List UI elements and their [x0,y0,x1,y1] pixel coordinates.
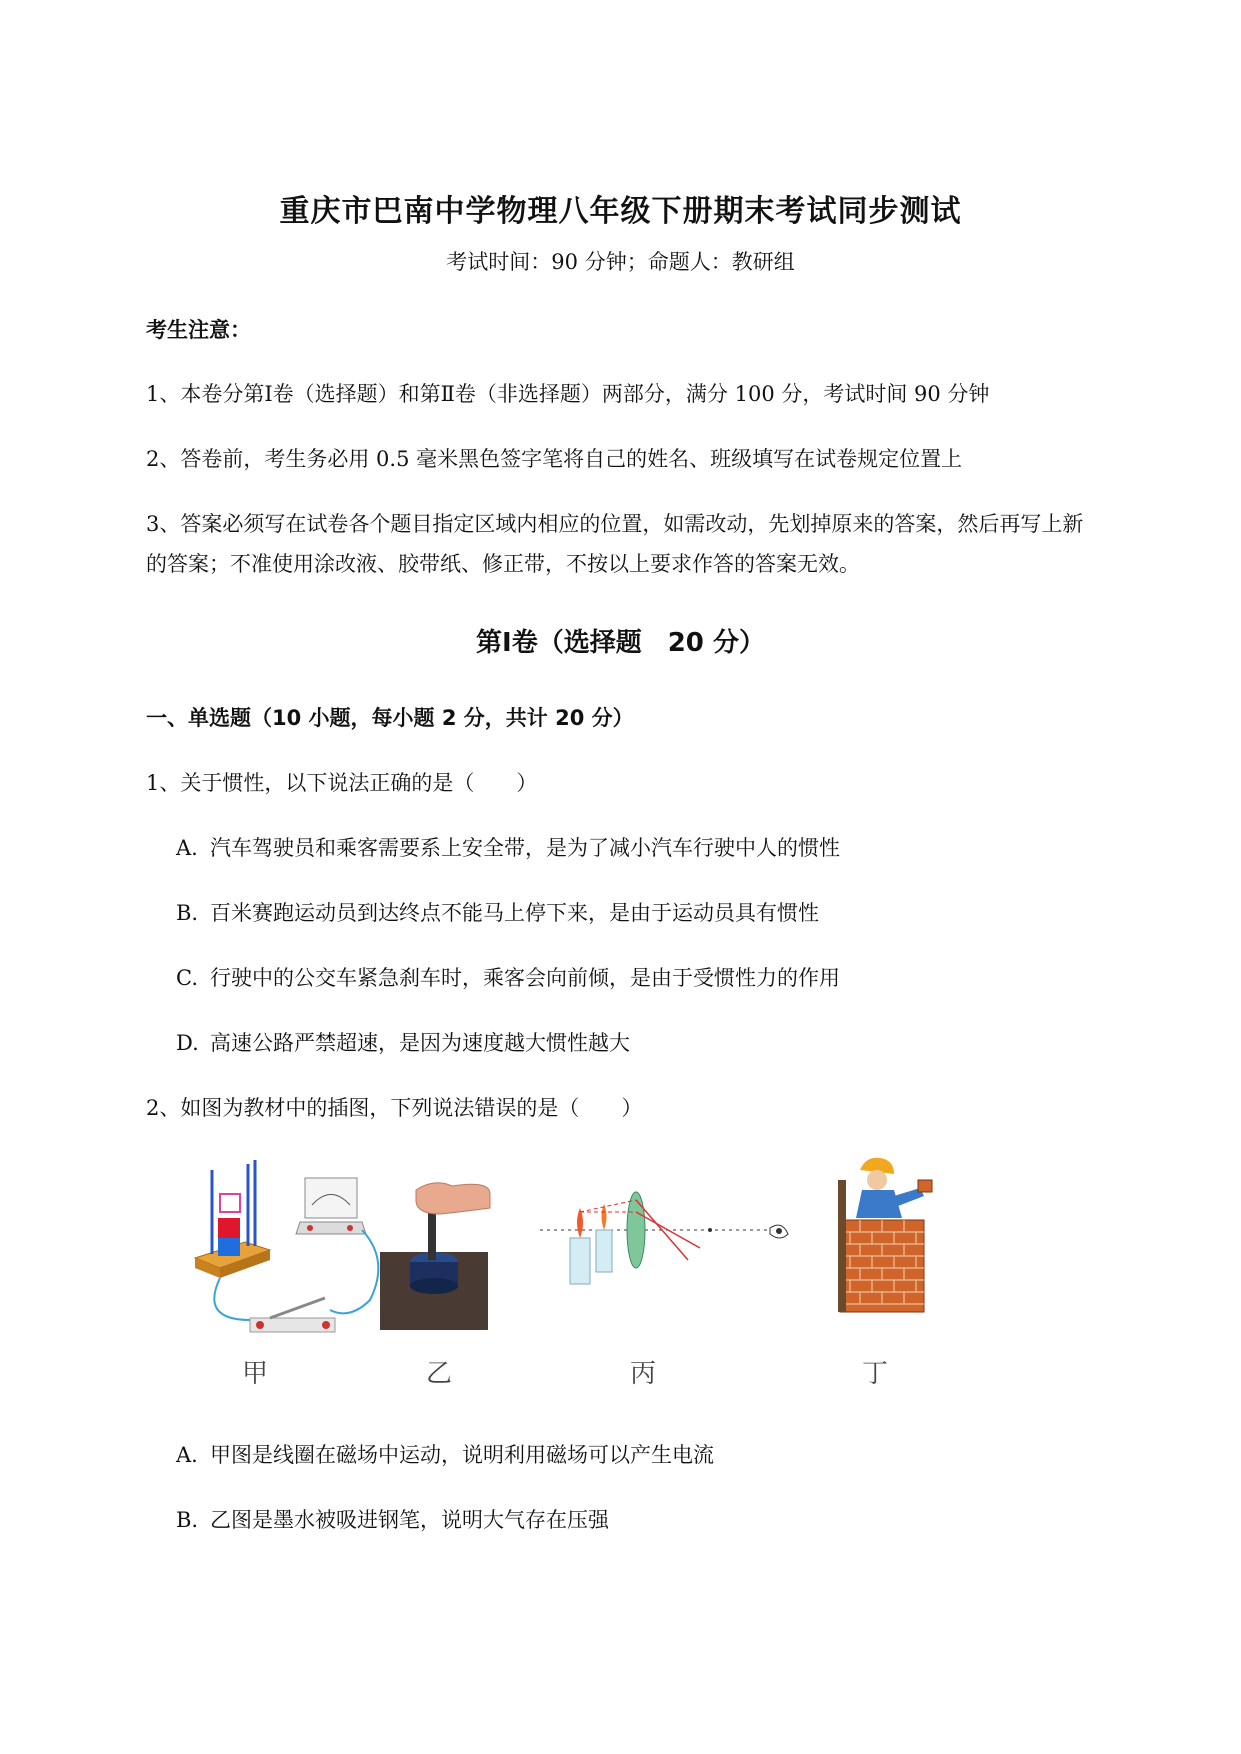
option-letter: A. [176,1443,198,1467]
figure-label-yi: 乙 [426,1359,453,1389]
question-1-option-b[interactable] [176,897,819,927]
option-letter: C. [176,966,198,990]
option-letter: B. [176,901,199,925]
question-1-stem: 1、关于惯性，以下说法正确的是（ ） [146,771,538,795]
notice-item-3: 3、答案必须写在试卷各个题目指定区域内相应的位置，如需改动，先划掉原来的答案，然后再写上新 [146,512,1084,536]
exam-info: 考试时间：90 分钟；命题人：教研组 [446,250,795,274]
notice-item-1: 1、本卷分第Ⅰ卷（选择题）和第Ⅱ卷（非选择题）两部分，满分 100 分，考试时间 90 分钟 [146,382,990,406]
notice-item-2: 2、答卷前，考生务必用 0.5 毫米黑色签字笔将自己的姓名、班级填写在试卷规定位置上 [146,447,963,471]
question-1-option-d[interactable] [176,1027,630,1057]
figure-bing-illustration [540,1192,788,1284]
option-letter: A. [176,836,198,860]
figure-label-bing: 丙 [630,1359,657,1389]
figure-label-jia: 甲 [242,1359,269,1389]
option-letter: D. [176,1031,199,1055]
option-text: 汽车驾驶员和乘客需要系上安全带，是为了减小汽车行驶中人的惯性 [210,836,840,860]
notice-item-3-continued: 的答案；不准使用涂改液、胶带纸、修正带，不按以上要求作答的答案无效。 [146,552,860,576]
question-2-option-b[interactable] [176,1504,609,1534]
page-title: 重庆市巴南中学物理八年级下册期末考试同步测试 [279,194,962,229]
figure-jia-illustration [195,1160,378,1332]
option-text: 甲图是线圈在磁场中运动，说明利用磁场可以产生电流 [210,1443,714,1467]
option-text: 百米赛跑运动员到达终点不能马上停下来，是由于运动员具有惯性 [210,901,819,925]
question-2-stem: 2、如图为教材中的插图，下列说法错误的是（ ） [146,1096,643,1120]
part-heading: 一、单选题（10 小题，每小题 2 分，共计 20 分） [146,706,634,730]
question-1-option-c[interactable] [176,962,840,992]
section-title: 第Ⅰ卷（选择题 20 分） [476,628,765,658]
option-text: 行驶中的公交车紧急刹车时，乘客会向前倾，是由于受惯性力的作用 [210,966,840,990]
figure-label-ding: 丁 [862,1359,889,1389]
figure-ding-illustration [838,1158,932,1312]
option-text: 高速公路严禁超速，是因为速度越大惯性越大 [210,1031,630,1055]
figure-yi-illustration [380,1183,490,1330]
question-2-option-a[interactable] [176,1439,714,1469]
option-text: 乙图是墨水被吸进钢笔，说明大气存在压强 [210,1508,609,1532]
notice-heading: 考生注意： [146,318,251,342]
question-2-figure [190,1150,1070,1390]
option-letter: B. [176,1508,199,1532]
question-1-option-a[interactable] [176,832,840,862]
